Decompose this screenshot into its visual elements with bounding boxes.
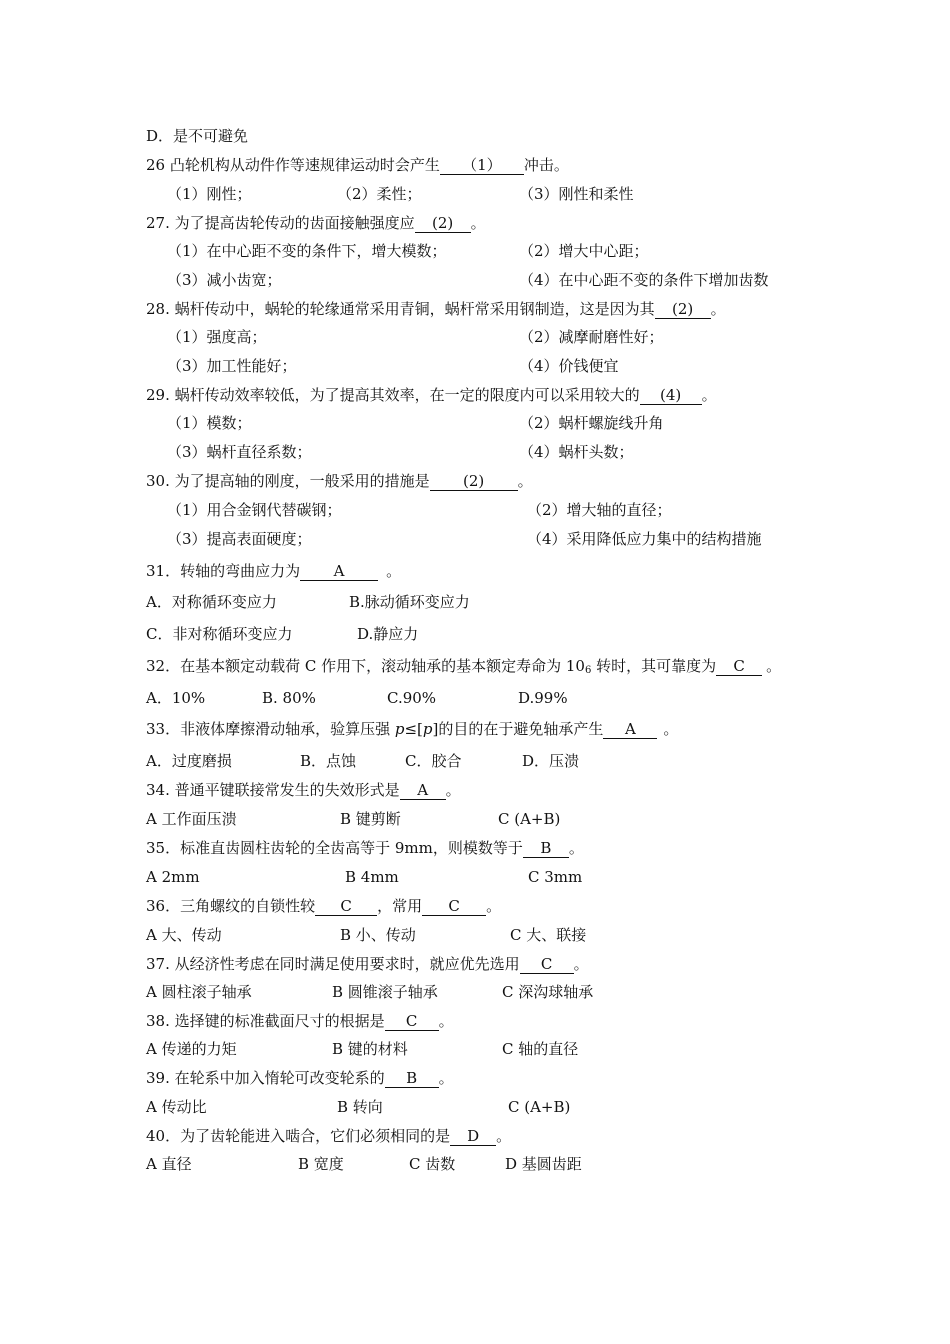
question-30: 30. 为了提高轴的刚度，一般采用的措施是 (2) 。 [146,472,533,490]
q29-option-4: （4）蜗杆头数； [519,443,634,461]
q27-option-1: （1）在中心距不变的条件下，增大模数； [167,242,447,260]
answer-blank: (2) [415,215,471,233]
q27-option-3: （3）减小齿宽； [167,271,282,289]
question-37: 37. 从经济性考虑在同时满足使用要求时，就应优先选用 C 。 [146,955,589,973]
q30-option-3: （3）提高表面硬度； [167,530,312,548]
answer-blank: D [450,1128,496,1146]
q38-option-a: A 传递的力矩 [146,1040,237,1058]
answer-blank: C [716,658,762,676]
q32-option-a: A．10% [146,689,206,707]
question-31: 31．转轴的弯曲应力为 A 。 [146,562,402,580]
answer-blank: C [520,956,574,974]
q28-option-2: （2）减摩耐磨性好； [519,328,664,346]
question-29: 29. 蜗杆传动效率较低，为了提高其效率，在一定的限度内可以采用较大的 (4) 。 [146,386,717,404]
q39-option-a: A 传动比 [146,1098,207,1116]
answer-blank: A [300,563,378,581]
q33-option-b: B．点蚀 [300,752,357,770]
q40-option-d: D 基圆齿距 [505,1155,582,1173]
question-32: 32．在基本额定动载荷 C 作用下，滚动轴承的基本额定寿命为 106 转时，其可靠度为 C 。 [146,657,782,676]
q33-option-a: A．过度磨损 [146,752,232,770]
q39-option-c: C (A+B) [508,1098,571,1116]
question-38: 38. 选择键的标准截面尺寸的根据是 C 。 [146,1012,454,1030]
q36-option-c: C 大、联接 [510,926,587,944]
q31-option-d: D.静应力 [357,625,419,643]
q38-option-b: B 键的材料 [332,1040,408,1058]
q32-option-c: C.90% [387,689,437,707]
q29-option-2: （2）蜗杆螺旋线升角 [519,414,664,432]
q30-option-1: （1）用合金钢代替碳钢； [167,501,342,519]
q26-option-1: （1）刚性； [167,185,252,203]
answer-blank: A [400,782,446,800]
q38-option-c: C 轴的直径 [502,1040,579,1058]
q29-option-3: （3）蜗杆直径系数； [167,443,312,461]
q33-option-c: C．胶合 [405,752,462,770]
q30-option-2: （2）增大轴的直径； [527,501,672,519]
question-39: 39. 在轮系中加入惰轮可改变轮系的 B 。 [146,1069,454,1087]
q35-option-b: B 4mm [345,868,399,886]
question-40: 40．为了齿轮能进入啮合，它们必须相同的是 D 。 [146,1127,512,1145]
q33-option-d: D．压溃 [522,752,580,770]
q40-option-b: B 宽度 [298,1155,344,1173]
q28-option-3: （3）加工性能好； [167,357,297,375]
question-33: 33．非液体摩擦滑动轴承，验算压强 p≤[p]的目的在于避免轴承产生 A 。 [146,720,679,738]
q36-option-b: B 小、传动 [340,926,416,944]
q30-option-4: （4）采用降低应力集中的结构措施 [527,530,762,548]
q26-option-3: （3）刚性和柔性 [519,185,634,203]
q28-option-1: （1）强度高； [167,328,267,346]
q37-option-a: A 圆柱滚子轴承 [146,983,252,1001]
q40-option-c: C 齿数 [409,1155,456,1173]
q35-option-c: C 3mm [528,868,583,886]
q27-option-2: （2）增大中心距； [519,242,649,260]
question-26: 26 凸轮机构从动件作等速规律运动时会产生 （1） 冲击。 [146,156,569,174]
q27-option-4: （4）在中心距不变的条件下增加齿数 [519,271,769,289]
answer-blank: (2) [430,473,518,491]
answer-blank: (2) [655,301,711,319]
q34-option-c: C (A+B) [498,810,561,828]
q28-option-4: （4）价钱便宜 [519,357,619,375]
q31-option-c: C．非对称循环变应力 [146,625,293,643]
q40-option-a: A 直径 [146,1155,192,1173]
q36-option-a: A 大、传动 [146,926,222,944]
option-d-remnant: D．是不可避免 [146,127,249,145]
answer-blank: (4) [640,387,702,405]
question-36: 36．三角螺纹的自锁性较 C ，常用 C 。 [146,897,502,915]
question-27: 27. 为了提高齿轮传动的齿面接触强度应 (2) 。 [146,214,486,232]
q32-option-d: D.99% [518,689,568,707]
question-34: 34. 普通平键联接常发生的失效形式是 A 。 [146,781,461,799]
q34-option-b: B 键剪断 [340,810,401,828]
q31-option-b: B.脉动循环变应力 [349,593,470,611]
answer-blank: C [315,898,377,916]
q29-option-1: （1）模数； [167,414,252,432]
answer-blank: B [385,1070,439,1088]
question-28: 28. 蜗杆传动中，蜗轮的轮缘通常采用青铜，蜗杆常采用钢制造，这是因为其 (2) 。 [146,300,726,318]
q31-option-a: A．对称循环变应力 [146,593,277,611]
answer-blank: C [422,898,486,916]
q32-option-b: B. 80% [262,689,316,707]
answer-blank: （1） [440,157,524,175]
answer-blank: C [385,1013,439,1031]
q35-option-a: A 2mm [146,868,200,886]
answer-blank: B [523,840,569,858]
q26-option-2: （2）柔性； [337,185,422,203]
q34-option-a: A 工作面压溃 [146,810,237,828]
question-35: 35．标准直齿圆柱齿轮的全齿高等于 9mm，则模数等于 B 。 [146,839,584,857]
q37-option-b: B 圆锥滚子轴承 [332,983,438,1001]
q37-option-c: C 深沟球轴承 [502,983,594,1001]
q39-option-b: B 转向 [337,1098,383,1116]
answer-blank: A [603,721,657,739]
